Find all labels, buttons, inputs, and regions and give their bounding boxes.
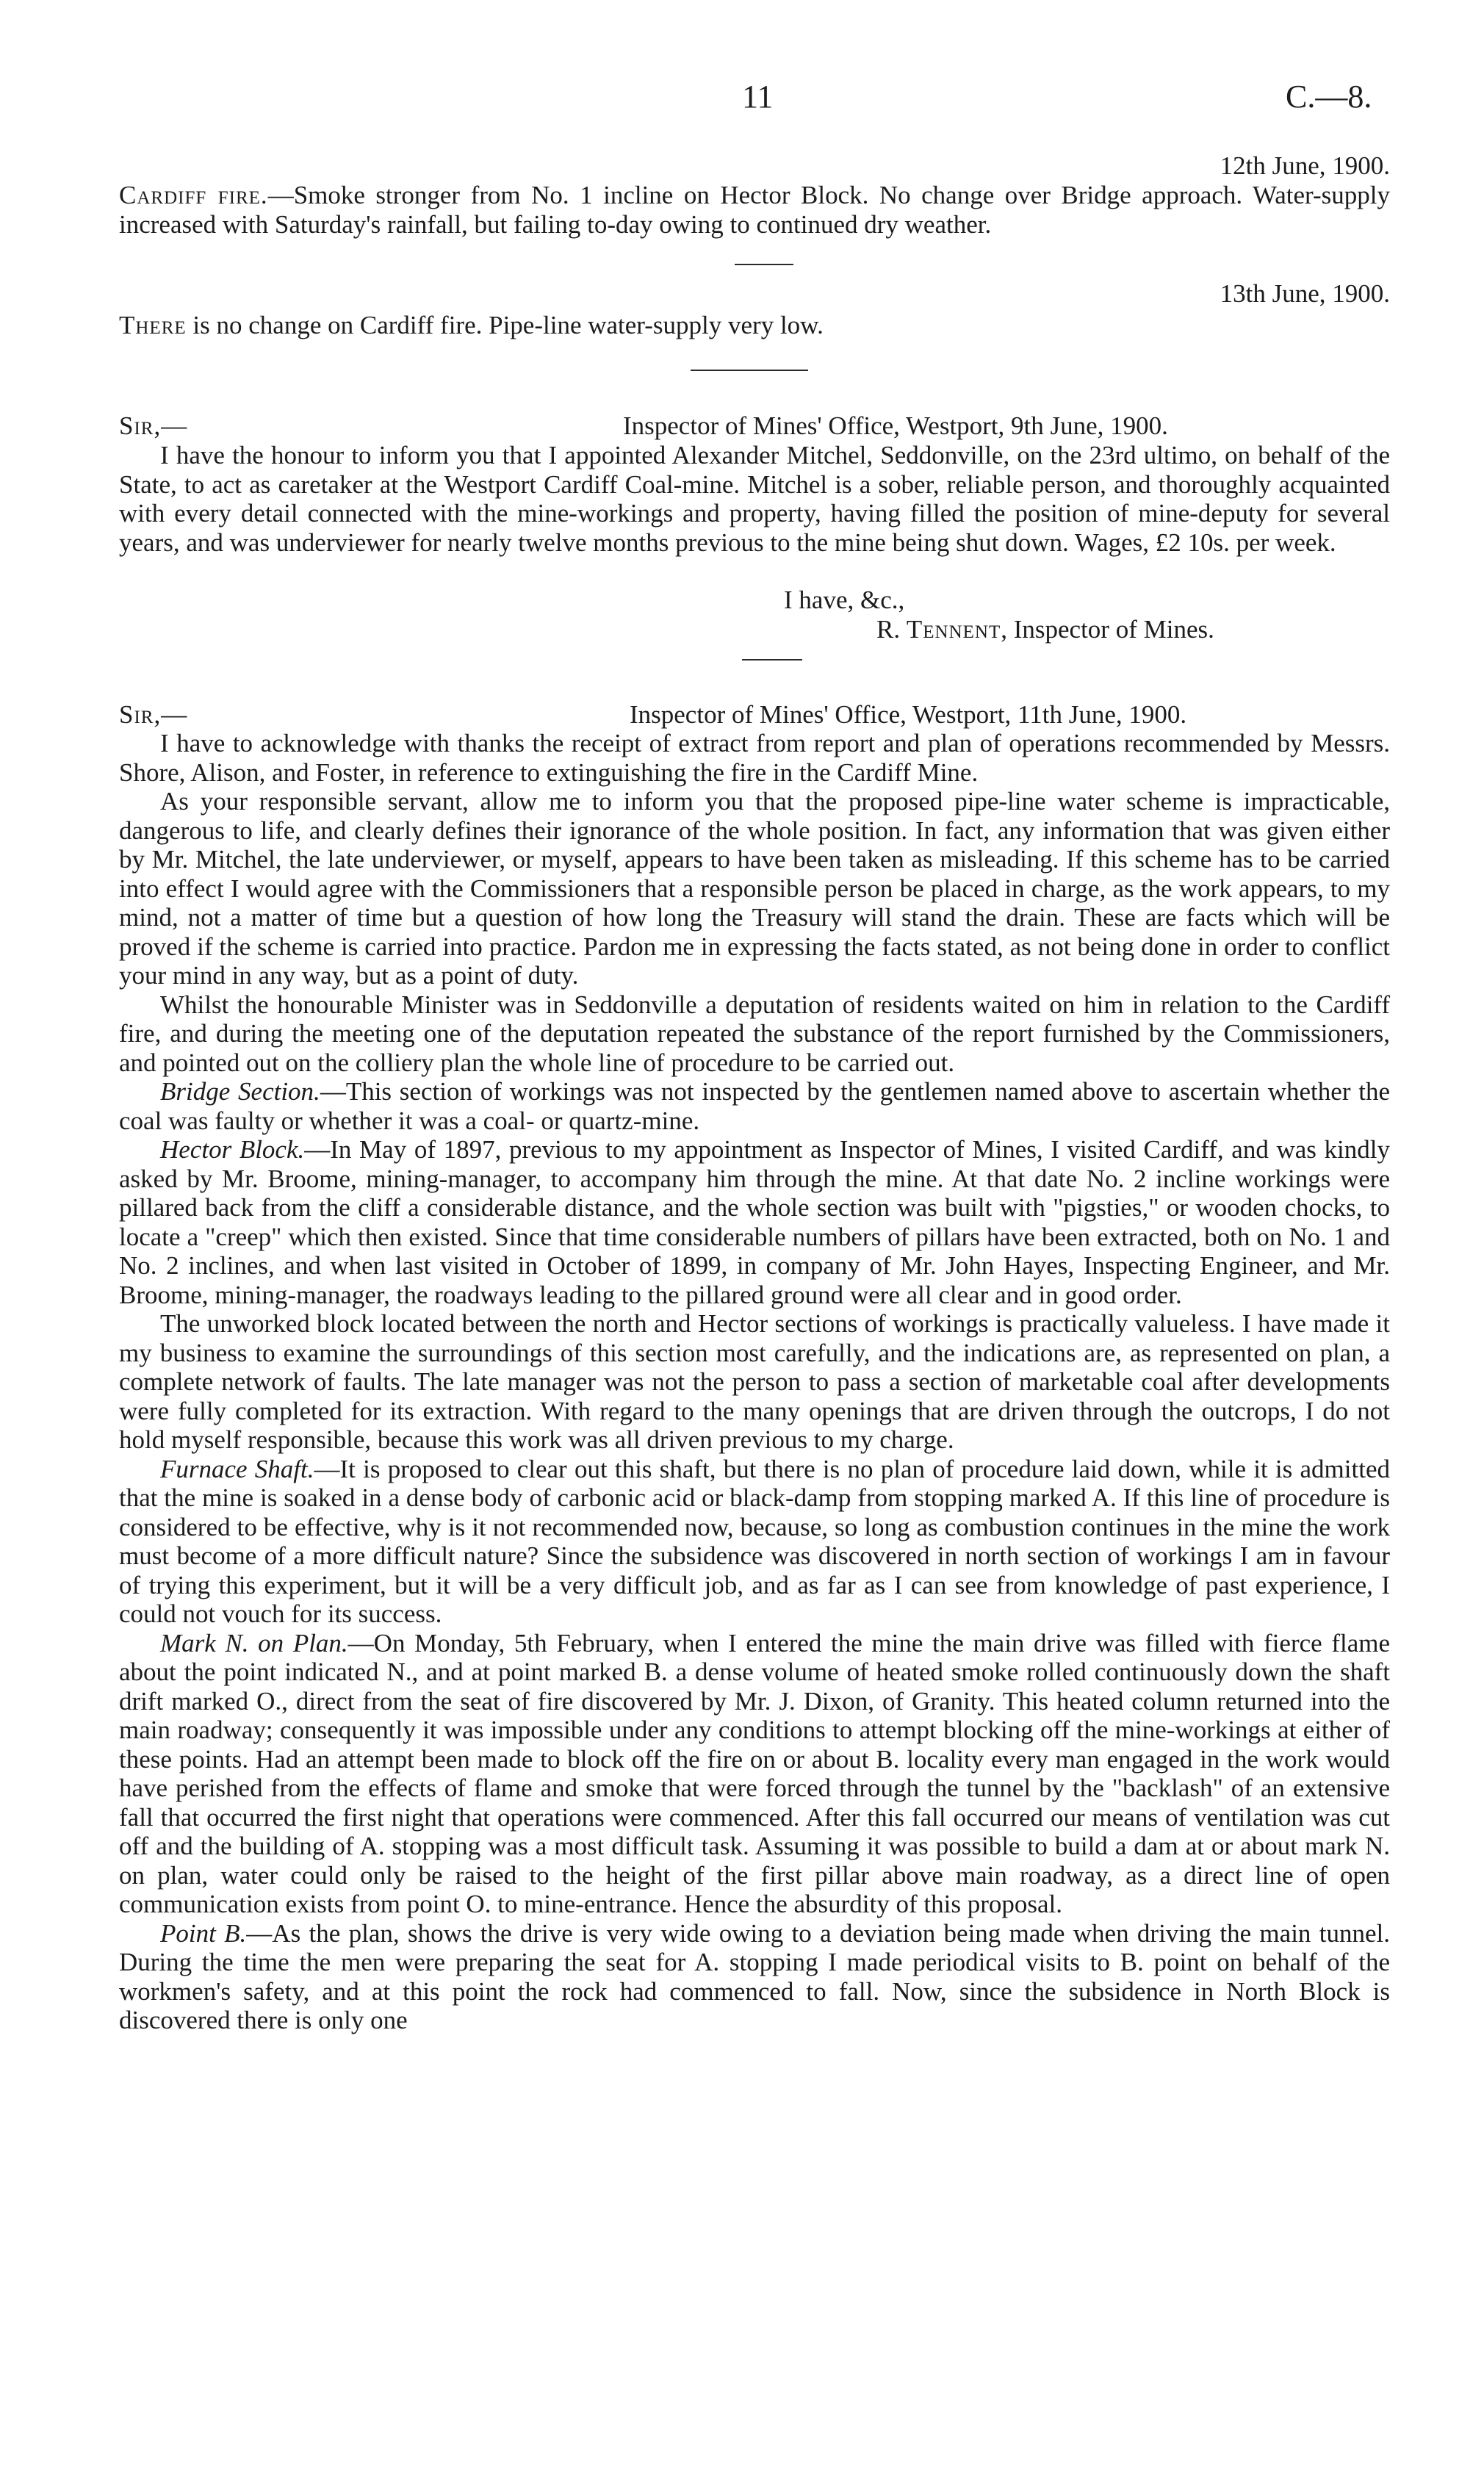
signature-title: , Inspector of Mines. bbox=[1001, 615, 1214, 644]
point-b-text: —As the plan, shows the drive is very wide owing to a deviation being made when driving the main tunnel. During the time the men were preparing the seat for A. stopping I made periodical visits to B. point on behalf of the workmen's safety, and at this point the rock had commenced to fall. Now, since the subsidence in North Block is discovered there is only one bbox=[119, 1918, 1390, 2034]
entry-1-date: 12th June, 1900. bbox=[1220, 151, 1390, 180]
letter-2-body bbox=[119, 729, 1390, 2035]
letter-2-address: Inspector of Mines' Office, Westport, 11th June, 1900. bbox=[630, 700, 1187, 729]
entry-2-text bbox=[119, 311, 1390, 340]
letter-2-paragraph-7 bbox=[119, 1455, 1390, 1629]
bridge-section-text: —This section of workings was not inspected by the gentlemen named above to ascertain whether the coal was faulty or whether it was a coal- or quartz-mine. bbox=[119, 1077, 1391, 1135]
page-header bbox=[0, 79, 1484, 119]
mark-n-text: —On Monday, 5th February, when I entered the mine the main drive was filled with fierce flame about the point indicated N., and at point marked B. a dense volume of heated smoke rolled continuously down the shaft drift marked O., direct from the seat of fire discovered by Mr. J. Dixon, of Granity. This heated column returned into the main roadway; consequently it was impossible under any conditions to attempt blocking off the mine-workings at either of these points. Had an attempt been made to block off the fire on or about B. locality every man engaged in the work would have perished from the effects of flame and smoke that were forced through the tunnel by the "backlash" of an extensive fall that occurred the first night that operations were commenced. After this fall occurred our means of ventilation was cut off and the building of A. stopping was a most difficult task. Assuming it was possible to build a dam at or about mark N. on plan, water could only be raised to the height of the first pillar above main roadway, as a direct line of open communication exists from point O. to mine-entrance. Hence the absurdity of this proposal. bbox=[119, 1628, 1390, 1918]
letter-1-signature bbox=[876, 615, 1214, 644]
furnace-shaft-heading: Furnace Shaft. bbox=[160, 1454, 314, 1483]
section-divider bbox=[691, 370, 808, 371]
signature-initial: R. bbox=[876, 615, 907, 644]
short-divider bbox=[742, 659, 802, 660]
letter-2-paragraph-5 bbox=[119, 1135, 1390, 1309]
point-b-heading: Point B. bbox=[160, 1918, 247, 1948]
page-number: 11 bbox=[742, 79, 774, 115]
entry-2-lead: There bbox=[119, 311, 187, 339]
short-divider bbox=[735, 264, 793, 265]
letter-1-salutation: Sir,— bbox=[119, 411, 188, 440]
entry-1-lead: Cardiff fire. bbox=[119, 181, 268, 209]
letter-2-paragraph-1: I have to acknowledge with thanks the receipt of extract from report and plan of operations recommended by Messrs. Shore, Alison, and Foster, in reference to extinguishing the fire in the Cardiff Mine. bbox=[119, 729, 1390, 787]
letter-2-paragraph-3: Whilst the honourable Minister was in Seddonville a deputation of residents waited on him in relation to the Cardiff fire, and during the meeting one of the deputation repeated the substance of the report furnished by the Commissioners, and pointed out on the colliery plan the whole line of procedure to be carried out. bbox=[119, 990, 1390, 1077]
hector-block-heading: Hector Block. bbox=[160, 1135, 305, 1164]
letter-2-salutation: Sir,— bbox=[119, 700, 188, 729]
entry-1-text bbox=[119, 181, 1390, 239]
document-reference: C.—8. bbox=[1286, 79, 1372, 115]
letter-1-paragraph: I have the honour to inform you that I appointed Alexander Mitchel, Seddonville, on the 23rd ultimo, on behalf of the State, to act as caretaker at the Westport Cardiff Coal-mine. Mitchel is a sober, reliable person, and thoroughly acquainted with every detail connected with the mine-workings and property, having filled the position of mine-deputy for several years, and was underviewer for nearly twelve months previous to the mine being shut down. Wages, £2 10s. per week. bbox=[119, 441, 1390, 557]
letter-2-paragraph-9 bbox=[119, 1919, 1390, 2035]
furnace-shaft-text: —It is proposed to clear out this shaft, but there is no plan of procedure laid down, while it is admitted that the mine is soaked in a dense body of carbonic acid or black-damp from stopping marked A. If this line of procedure is considered to be effective, why is it not recommended now, because, so long as combustion continues in the mine the work must become of a more difficult nature? Since the subsidence was discovered in north section of workings I am in favour of trying this experiment, but it will be a very difficult job, and as far as I can see from knowledge of past experience, I could not vouch for its success. bbox=[119, 1454, 1390, 1628]
entry-2-date: 13th June, 1900. bbox=[1220, 279, 1390, 308]
letter-2-paragraph-8 bbox=[119, 1629, 1390, 1919]
entry-1-body: —Smoke stronger from No. 1 incline on Hector Block. No change over Bridge approach. Water-supply increased with Saturday's rainfall, but failing to-day owing to continued dry weather. bbox=[119, 181, 1391, 239]
entry-2-body: is no change on Cardiff fire. Pipe-line water-supply very low. bbox=[186, 311, 824, 339]
mark-n-heading: Mark N. on Plan. bbox=[160, 1628, 348, 1657]
bridge-section-heading: Bridge Section. bbox=[160, 1077, 320, 1106]
letter-1-body bbox=[119, 441, 1390, 557]
letter-1-closing: I have, &c., bbox=[784, 586, 905, 614]
letter-2-paragraph-6: The unworked block located between the north and Hector sections of workings is practically valueless. I have made it my business to examine the surroundings of this section most carefully, and the indications are, as represented on plan, a complete network of faults. The late manager was not the person to pass a section of marketable coal after developments were fully completed for its extraction. With regard to the many openings that are driven through the outcrops, I do not hold myself responsible, because this work was all driven previous to my charge. bbox=[119, 1309, 1390, 1454]
letter-2-paragraph-2: As your responsible servant, allow me to inform you that the proposed pipe-line water scheme is impracticable, dangerous to life, and clearly defines their ignorance of the whole position. In fact, any information that was given either by Mr. Mitchel, the late underviewer, or myself, appears to have been taken as misleading. If this scheme has to be carried into effect I would agree with the Commissioners that a responsible person be placed in charge, as the work appears, to my mind, not a matter of time but a question of how long the Treasury will stand the drain. These are facts which will be proved if the scheme is carried into practice. Pardon me in expressing the facts stated, as not being done in order to conflict your mind in any way, but as a point of duty. bbox=[119, 787, 1390, 990]
hector-block-text: —In May of 1897, previous to my appointment as Inspector of Mines, I visited Cardiff, and was kindly asked by Mr. Broome, mining-manager, to accompany him through the mine. At that date No. 2 incline workings were pillared back from the cliff a considerable distance, and the whole section was built with "pigsties," or wooden chocks, to locate a "creep" which then existed. Since that time considerable numbers of pillars have been extracted, both on No. 1 and No. 2 inclines, and when last visited in October of 1899, in company of Mr. John Hayes, Inspecting Engineer, and Mr. Broome, mining-manager, the roadways leading to the pillared ground were all clear and in good order. bbox=[119, 1135, 1390, 1309]
signature-name: Tennent bbox=[906, 615, 1001, 644]
letter-1-address: Inspector of Mines' Office, Westport, 9th June, 1900. bbox=[623, 411, 1168, 440]
letter-2-paragraph-4 bbox=[119, 1077, 1390, 1135]
